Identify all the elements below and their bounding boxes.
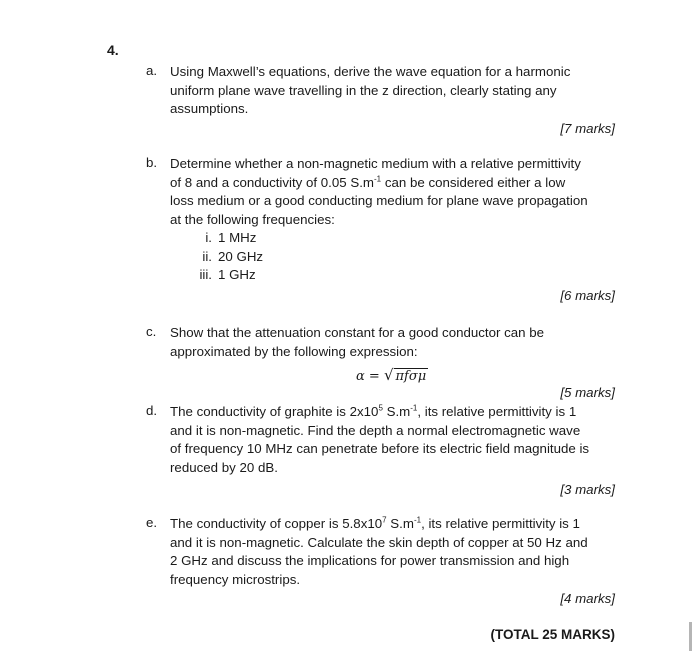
part-b-line-2-pre: of 8 and a conductivity of 0.05 S.m [170,174,375,190]
part-a-line-2: uniform plane wave travelling in the z direction, clearly stating any [170,82,557,98]
part-c-marks: [5 marks] [560,385,615,400]
frequency-item-text: 1 MHz [218,230,257,245]
part-e-exponent: 7 [382,515,387,525]
part-a-text [170,63,621,119]
part-c-text [170,324,621,361]
part-b-marks: [6 marks] [560,288,615,303]
part-d-unit: S.m [382,404,411,419]
frequency-item-number: iii. [199,267,212,282]
part-e-line-1-post: , its relative permittivity is 1 [421,516,580,531]
part-e-text [170,515,621,589]
part-c-line-1: Show that the attenuation constant for a good conductor can be [170,325,545,340]
frequency-item [192,266,621,285]
part-a-line-3: assumptions. [170,101,249,116]
attenuation-formula [356,366,428,384]
part-e-line-3: 2 GHz and discuss the implications for power transmission and high [170,553,570,568]
scroll-edge-mark [689,622,692,651]
part-d-letter: d. [146,403,158,418]
total-marks: (TOTAL 25 MARKS) [490,627,615,642]
part-b-text [170,155,621,285]
part-d [146,403,621,477]
part-b-line-4: at the following frequencies: [170,211,335,227]
part-e [146,515,621,589]
part-d-line-4: reduced by 20 dB. [170,459,278,475]
part-d-exponent: 5 [378,403,383,413]
part-d-line-2: and it is non-magnetic. Find the depth a normal electromagnetic wave [170,422,581,438]
frequency-item-number: ii. [202,248,212,264]
part-e-line-2: and it is non-magnetic. Calculate the skin depth of copper at 50 Hz and [170,534,588,550]
part-d-marks: [3 marks] [560,482,615,497]
part-d-line-1-pre: The conductivity of graphite is 2x10 [170,404,379,419]
part-a-line-1: Using Maxwell’s equations, derive the wave equation for a harmonic [170,64,571,79]
frequency-item [192,229,621,248]
part-e-unit-exponent: -1 [413,515,422,525]
part-b-line-1: Determine whether a non-magnetic medium with a relative permittivity [170,156,581,171]
part-e-line-1 [170,515,621,534]
part-e-marks: [4 marks] [560,591,615,606]
part-e-unit: S.m [386,516,414,531]
part-a [146,63,621,119]
part-c-letter: c. [146,324,157,339]
part-b-letter: b. [146,155,158,170]
part-b-superscript: -1 [374,174,382,184]
part-d-line-3: of frequency 10 MHz can penetrate before its electric field magnitude is [170,441,590,456]
part-a-marks: [7 marks] [560,121,615,136]
frequency-item-number: i. [205,230,212,245]
part-e-letter: e. [146,515,158,530]
frequency-item [192,248,621,267]
frequency-item-text: 1 GHz [218,267,256,282]
radical-sign: √ [383,366,394,384]
part-c-line-2: approximated by the following expression: [170,343,418,359]
part-a-letter: a. [146,63,158,78]
part-d-line-1-post: , its relative permittivity is 1 [417,404,577,419]
part-b-line-2 [170,174,621,193]
part-c [146,324,621,361]
part-b-line-3: loss medium or a good conducting medium for plane wave propagation [170,193,588,208]
part-e-line-4: frequency microstrips. [170,571,301,587]
formula-lhs: α = [356,369,384,384]
part-b [146,155,621,285]
part-d-text [170,403,621,477]
question-number: 4. [107,42,119,58]
part-d-unit-exponent: -1 [410,403,418,413]
frequency-item-text: 20 GHz [218,248,264,264]
formula-sqrt [384,366,428,384]
part-b-line-2-post: can be considered either a low [381,174,566,190]
part-d-line-1 [170,403,621,422]
formula-radicand: πfσμ [395,369,427,384]
part-e-line-1-pre: The conductivity of copper is 5.8x10 [170,516,383,531]
